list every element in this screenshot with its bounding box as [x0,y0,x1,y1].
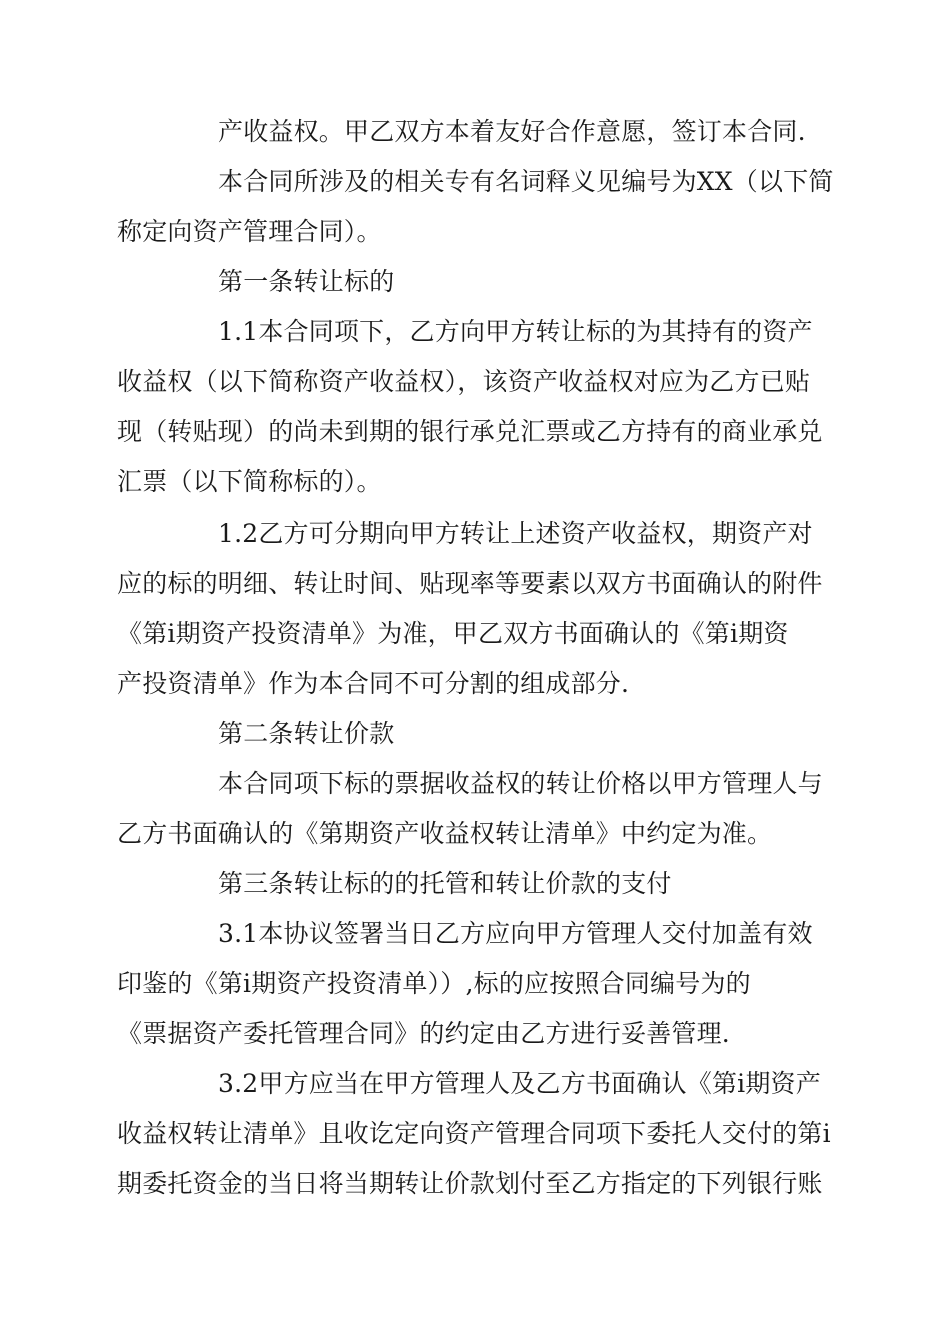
paragraph-line: 收益权（以下简称资产收益权），该资产收益权对应为乙方已贴 [117,367,811,396]
paragraph-line: 收益权转让清单》且收讫定向资产管理合同项下委托人交付的第i [117,1119,831,1148]
paragraph-line: 产投资清单》作为本合同不可分割的组成部分. [117,669,630,698]
paragraph-line: 3.2甲方应当在甲方管理人及乙方书面确认《第i期资产 [218,1069,821,1098]
paragraph-line: 现（转贴现）的尚未到期的银行承兑汇票或乙方持有的商业承兑 [117,417,823,446]
section-heading: 第一条转让标的 [218,267,395,296]
section-heading: 第三条转让标的的托管和转让价款的支付 [218,869,672,898]
section-heading: 第二条转让价款 [218,719,395,748]
paragraph-line: 1.1本合同项下，乙方向甲方转让标的为其持有的资产 [218,317,813,346]
paragraph-line: 应的标的明细、转让时间、贴现率等要素以双方书面确认的附件 [117,569,823,598]
paragraph-line: 称定向资产管理合同）。 [117,217,382,246]
paragraph-line: 乙方书面确认的《第期资产收益权转让清单》中约定为准。 [117,819,773,848]
paragraph-line: 本合同所涉及的相关专有名词释义见编号为XX（以下简 [218,167,834,196]
paragraph-line: 印鉴的《第i期资产投资清单））,标的应按照合同编号为的 [117,969,751,998]
paragraph-line: 1.2乙方可分期向甲方转让上述资产收益权，期资产对 [218,519,813,548]
paragraph-line: 《票据资产委托管理合同》的约定由乙方进行妥善管理. [117,1019,730,1048]
paragraph-line: 汇票（以下简称标的）。 [117,467,382,496]
paragraph-line: 期委托资金的当日将当期转让价款划付至乙方指定的下列银行账 [117,1169,823,1198]
paragraph-line: 3.1本协议签署当日乙方应向甲方管理人交付加盖有效 [218,919,813,948]
paragraph-line: 本合同项下标的票据收益权的转让价格以甲方管理人与 [218,769,823,798]
paragraph-line: 产收益权。甲乙双方本着友好合作意愿，签订本合同. [218,117,806,146]
paragraph-line: 《第i期资产投资清单》为准，甲乙双方书面确认的《第i期资 [117,619,789,648]
